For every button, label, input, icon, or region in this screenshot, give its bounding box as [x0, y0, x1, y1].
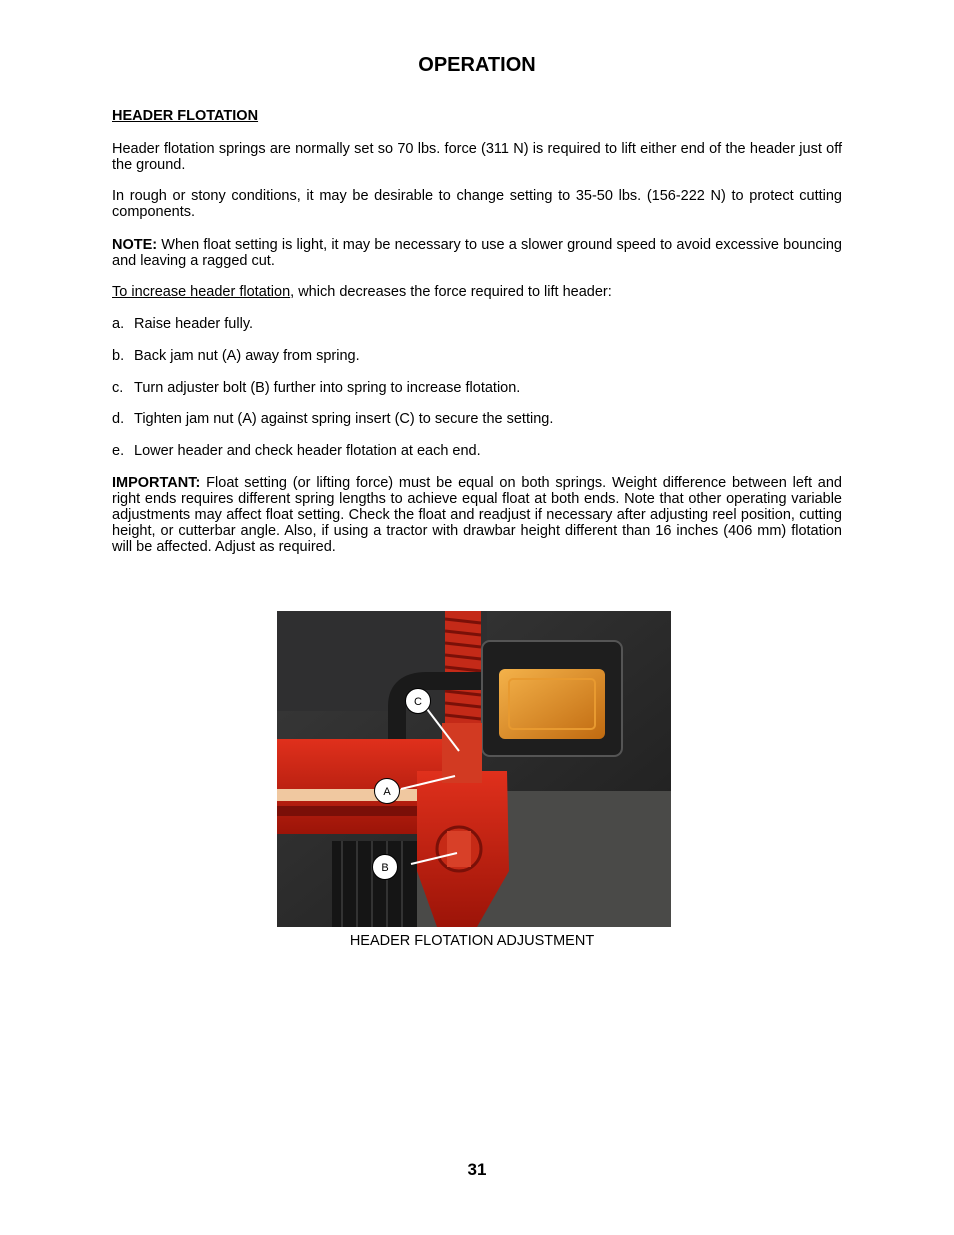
note-paragraph — [112, 237, 842, 269]
callout-c: C — [405, 688, 431, 714]
figure-caption: HEADER FLOTATION ADJUSTMENT — [349, 933, 595, 949]
step-item — [112, 380, 520, 396]
step-item — [112, 443, 481, 459]
note-text: When float setting is light, it may be necessary to use a slower ground speed to avoid excessive bouncing and leaving a ragged cut. — [112, 237, 842, 269]
step-text: Lower header and check header flotation at each end. — [134, 443, 481, 459]
increase-flotation-intro — [112, 284, 842, 300]
step-letter: a. — [112, 316, 125, 332]
increase-flotation-label: To increase header flotation — [112, 284, 291, 300]
section-title: HEADER FLOTATION — [112, 108, 259, 124]
step-item — [112, 316, 253, 332]
callout-b: B — [372, 854, 398, 880]
step-text: Raise header fully. — [134, 316, 254, 332]
step-letter: b. — [112, 348, 125, 364]
header-flotation-photo — [277, 611, 671, 927]
note-label: NOTE: — [112, 237, 158, 253]
photo-illustration — [277, 611, 671, 927]
important-text: Float setting (or lifting force) must be equal on both springs. Weight difference between left and right ends requires different spring lengths to achieve equal float at both ends. Note that other operating variable adjustments may affect float setting. Check the float and readjust if necessary after adjusting reel position, cutting height, or cutterbar angle. Also, if using a tractor with drawbar height different than 16 inches (406 mm) flotation will be affected. Adjust as required. — [112, 475, 842, 555]
step-item — [112, 411, 553, 427]
callout-a: A — [374, 778, 400, 804]
page-number: 31 — [467, 1160, 487, 1179]
step-text: Tighten jam nut (A) against spring insert (C) to secure the setting. — [134, 411, 554, 427]
important-label: IMPORTANT: — [112, 475, 201, 491]
step-letter: e. — [112, 443, 125, 459]
paragraph-rough-conditions: In rough or stony conditions, it may be desirable to change setting to 35-50 lbs. (156-222 N) to protect cutting components. — [112, 188, 842, 220]
step-text: Turn adjuster bolt (B) further into spring to increase flotation. — [134, 380, 521, 396]
paragraph-spring-setting: Header flotation springs are normally set so 70 lbs. force (311 N) is required to lift either end of the header just off the ground. — [112, 141, 842, 173]
step-item — [112, 348, 360, 364]
page-title: OPERATION — [418, 54, 536, 76]
increase-flotation-text: , which decreases the force required to lift header: — [290, 284, 612, 300]
important-paragraph — [112, 475, 842, 555]
step-text: Back jam nut (A) away from spring. — [134, 348, 360, 364]
step-letter: c. — [112, 380, 124, 396]
step-letter: d. — [112, 411, 125, 427]
